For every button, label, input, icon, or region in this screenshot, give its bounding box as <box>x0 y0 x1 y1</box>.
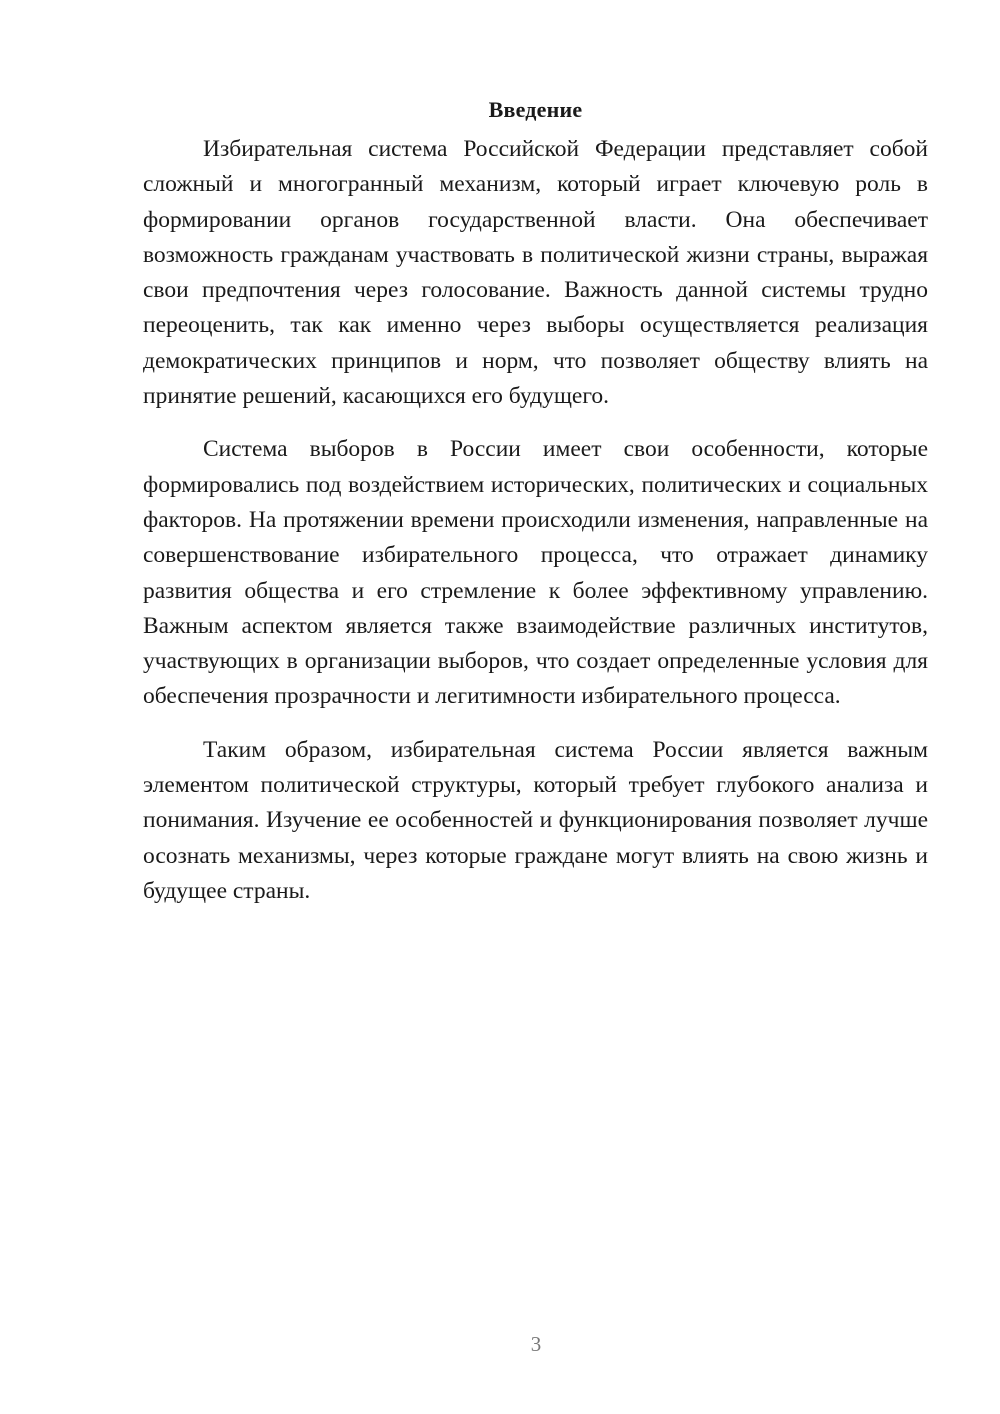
page-content <box>143 92 928 927</box>
paragraph-1: Избирательная система Российской Федерации представляет собой сложный и многогранный механизм, который играет ключевую роль в формировании органов государственной власти. Она обеспечивает возможность гражданам участвовать в политической жизни страны, выражая свои предпочтения через голосование. Важность данной системы трудно переоценить, так как именно через выборы осуществляется реализация демократических принципов и норм, что позволяет обществу влиять на принятие решений, касающихся его будущего. <box>143 136 928 410</box>
paragraph-2: Система выборов в России имеет свои особенности, которые формировались под воздействием исторических, политических и социальных факторов. На протяжении времени происходили изменения, направленные на совершенствование избирательного процесса, что отражает динамику развития общества и его стремление к более эффективному управлению. Важным аспектом является также взаимодействие различных институтов, участвующих в организации выборов, что создает определенные условия для обеспечения прозрачности и легитимности избирательного процесса. <box>143 436 928 710</box>
page-number: 3 <box>530 1332 542 1356</box>
paragraph-3: Таким образом, избирательная система России является важным элементом политической структуры, который требует глубокого анализа и понимания. Изучение ее особенностей и функционирования позволяет лучше осознать механизмы, через которые граждане могут влиять на свою жизнь и будущее страны. <box>143 736 928 904</box>
section-heading: Введение <box>488 97 583 122</box>
